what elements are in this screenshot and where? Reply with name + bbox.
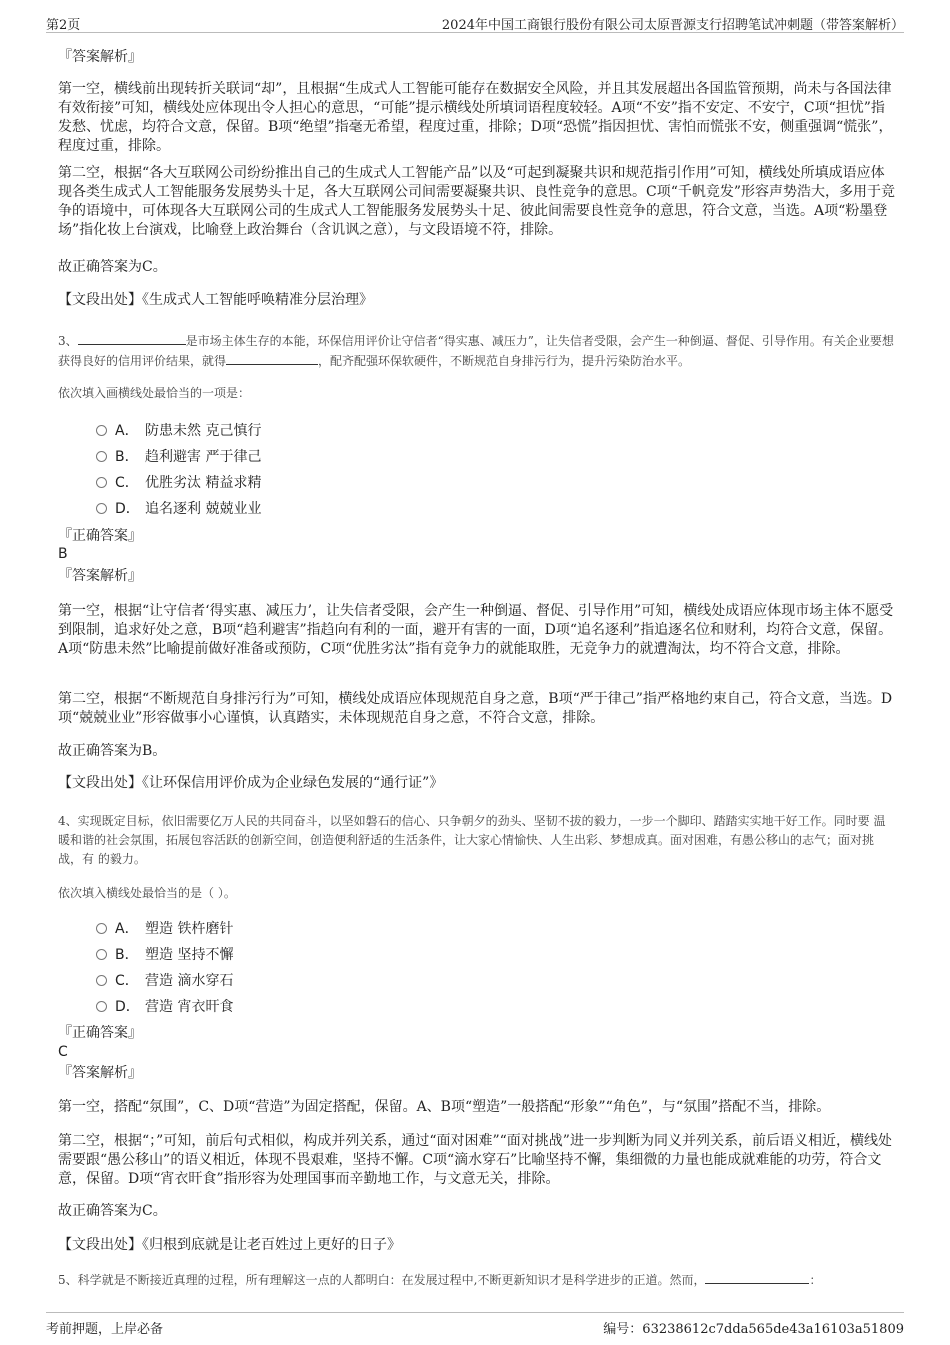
- q4-option-b[interactable]: B． 塑造 坚持不懈: [96, 945, 233, 965]
- q4-option-d[interactable]: D． 营造 宵衣旰食: [96, 997, 233, 1017]
- q4-analysis-label: 『答案解析』: [58, 1065, 142, 1081]
- page-number: 第2页: [46, 18, 81, 33]
- q4-answer-label: 『正确答案』: [58, 1025, 142, 1041]
- document-title: 2024年中国工商银行股份有限公司太原晋源支行招聘笔试冲刺题（带答案解析）: [441, 18, 904, 33]
- q3-blank-2: [226, 351, 318, 365]
- q3-option-c[interactable]: C． 优胜劣汰 精益求精: [96, 473, 261, 493]
- radio-icon[interactable]: [96, 949, 107, 960]
- q4-analysis-p2: 第二空，根据“；”可知，前后句式相似，构成并列关系，通过“面对困难”“面对挑战”进一步判断为同义并列关系，前后语义相近，横线处需要跟“愚公移山”的语义相近，体现不畏艰难，坚持不懈。C项“滴水穿石”比喻坚持不懈，集细微的力量也能成就难能的功劳，符合文意，保留。D项“宵衣旰食”指形容为处理国事而辛勤地工作，与文意无关，排除。: [58, 1133, 892, 1187]
- q3-option-d[interactable]: D． 追名逐利 兢兢业业: [96, 499, 261, 519]
- q2-analysis-p2: 第二空，根据“各大互联网公司纷纷推出自己的生成式人工智能产品”以及“可起到凝聚共识和规范指引作用”可知，横线处所填成语应体现各类生成式人工智能服务发展势头十足，各大互联网公司间需要凝聚共识、良性竞争的意思。C项“千帆竞发”形容声势浩大，多用于竞争的语境中，可体现各大互联网公司的生成式人工智能服务发展势头十足、彼此间需要良性竞争的意思，符合文意，当选。A项“粉墨登场”指化妆上台演戏，比喻登上政治舞台（含讥讽之意），与文段语境不符，排除。: [58, 165, 896, 238]
- q3-conclusion: 故正确答案为B。: [58, 743, 167, 759]
- q2-analysis-label: 『答案解析』: [58, 49, 142, 65]
- q3-option-b[interactable]: B． 趋利避害 严于律己: [96, 447, 261, 467]
- q3-blank-1: [78, 331, 186, 345]
- page-footer: [46, 1312, 904, 1337]
- q3-prompt: 依次填入画横线处最恰当的一项是：: [58, 386, 251, 400]
- q3-stem: [58, 331, 896, 371]
- page-header: [46, 10, 904, 33]
- q3-answer-label: 『正确答案』: [58, 528, 142, 544]
- q4-option-c[interactable]: C． 营造 滴水穿石: [96, 971, 233, 991]
- q4-source: 【文段出处】《归根到底就是让老百姓过上更好的日子》: [58, 1237, 401, 1253]
- q3-analysis-p1: 第一空，根据“让守信者‘得实惠、减压力’，让失信者受限，会产生一种倒逼、督促、引导作用”可知，横线处成语应体现市场主体不愿受到限制，追求好处之意，B项“趋利避害”指趋向有利的一面，避开有害的一面，D项“追名逐利”指追逐名位和财利，均符合文意，保留。A项“防患未然”比喻提前做好准备或预防，C项“优胜劣汰”指有竞争力的就能取胜，无竞争力的就遭淘汰，均不符合文意，排除。: [58, 603, 894, 657]
- q2-source: 【文段出处】《生成式人工智能呼唤精准分层治理》: [58, 292, 373, 308]
- q3-analysis-label: 『答案解析』: [58, 568, 142, 584]
- q5-stem-text: 5、科学就是不断接近真理的过程，所有理解这一点的人都明白：在发展过程中,不断更新知识才是科学进步的正道。然而，: [58, 1273, 706, 1287]
- q3-source: 【文段出处】《让环保信用评价成为企业绿色发展的“通行证”》: [58, 775, 444, 791]
- radio-icon[interactable]: [96, 975, 107, 986]
- q2-analysis-p1: 第一空，横线前出现转折关联词“却”，且根据“生成式人工智能可能存在数据安全风险，并且其发展超出各国监管预期，尚未与各国法律有效衔接”可知，横线处应体现出令人担心的意思，“可能”提示横线处所填词语程度较轻。A项“不安”指不安定、不安宁，C项“担忧”指发愁、忧虑，均符合文意，保留。B项“绝望”指毫无希望，程度过重，排除；D项“恐慌”指因担忧、害怕而慌张不安，侧重强调“慌张”，程度过重，排除。: [58, 81, 893, 154]
- q3-number: 3、: [58, 334, 78, 348]
- q4-stem: 4、实现既定目标，依旧需要亿万人民的共同奋斗，以坚如磐石的信心、只争朝夕的劲头、坚韧不拔的毅力，一步一个脚印、踏踏实实地干好工作。同时要 温暖和谐的社会氛围，拓展包容活跃的创新空间，创造便利舒适的生活条件，让大家心情愉快、人生出彩、梦想成真。面对困难，有愚公移山的志气；面对挑战，有 的毅力。: [58, 814, 886, 866]
- q4-analysis-p1: 第一空，搭配“氛围”，C、D项“营造”为固定搭配，保留。A、B项“塑造”一般搭配“形象”“角色”，与“氛围”搭配不当，排除。: [58, 1099, 831, 1115]
- q4-option-a[interactable]: A． 塑造 铁杵磨针: [96, 919, 233, 939]
- q2-conclusion: 故正确答案为C。: [58, 259, 167, 275]
- q3-stem-b: ，配齐配强环保软硬件，不断规范自身排污行为，提升污染防治水平。: [318, 354, 691, 368]
- q5-stem: 5、科学就是不断接近真理的过程，所有理解这一点的人都明白：在发展过程中,不断更新知识才是科学进步的正道。然而， ：: [58, 1270, 896, 1290]
- radio-icon[interactable]: [96, 923, 107, 934]
- radio-icon[interactable]: [96, 451, 107, 462]
- q4-answer: C: [58, 1044, 68, 1060]
- radio-icon[interactable]: [96, 1001, 107, 1012]
- q5-blank: [705, 1270, 809, 1284]
- q3-option-a[interactable]: A． 防患未然 克己慎行: [96, 421, 261, 441]
- q3-analysis-p2: 第二空，根据“不断规范自身排污行为”可知，横线处成语应体现规范自身之意，B项“严于律己”指严格地约束自己，符合文意，当选。D项“兢兢业业”形容做事小心谨慎，认真踏实，未体现规范自身之意，不符合文意，排除。: [58, 691, 893, 726]
- radio-icon[interactable]: [96, 425, 107, 436]
- q4-prompt: 依次填入横线处最恰当的是（ ）。: [58, 886, 236, 900]
- radio-icon[interactable]: [96, 477, 107, 488]
- q4-conclusion: 故正确答案为C。: [58, 1203, 167, 1219]
- q3-answer: B: [58, 546, 68, 562]
- radio-icon[interactable]: [96, 503, 107, 514]
- footer-slogan: 考前押题，上岸必备: [46, 1322, 164, 1337]
- q3-stem-a: 是市场主体生存的本能，环保信用评价让守信者“得实惠、减压力”，让失信者受限，会产生一种倒逼、督促、引导作用。有关企业要想获得良好的信用评价结果，就得: [58, 334, 894, 368]
- footer-id: 编号：63238612c7dda565de43a16103a51809: [603, 1322, 904, 1337]
